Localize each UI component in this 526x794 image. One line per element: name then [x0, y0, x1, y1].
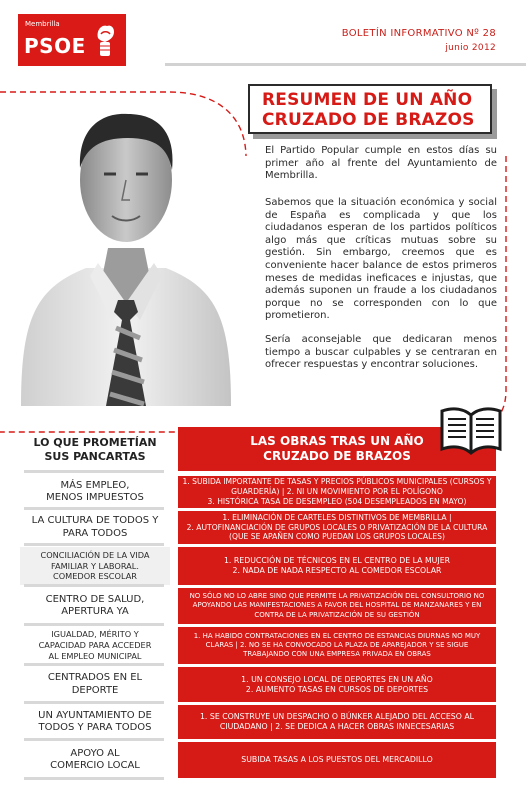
rose-fist-icon [90, 20, 120, 60]
open-book-icon [438, 403, 504, 459]
promise-cell: LA CULTURA DE TODOS Y PARA TODOS [20, 511, 170, 544]
results-header-line1: LAS OBRAS TRAS UN AÑO [250, 434, 424, 448]
promise-cell: CONCILIACIÓN DE LA VIDA FAMILIAR Y LABORAL. COMEDOR ESCOLAR [20, 547, 170, 585]
promises-header-line2: SUS PANCARTAS [44, 450, 146, 463]
article-title-box [248, 84, 492, 134]
results-header-line2: CRUZADO DE BRAZOS [263, 449, 411, 463]
promise-cell-rule [24, 543, 164, 546]
result-cell: 1. REDUCCIÓN DE TÉCNICOS EN EL CENTRO DE LA MUJER 2. NADA DE NADA RESPECTO AL COMEDOR ESCOLAR [178, 547, 496, 585]
article-paragraph-1: El Partido Popular cumple en estos días su primer año al frente del Ayuntamiento de Membrilla. [265, 145, 497, 182]
result-cell: NO SÓLO NO LO ABRE SINO QUE PERMITE LA PRIVATIZACIÓN DEL CONSULTORIO NO APOYANDO LAS MANIFESTACIONES A FAVOR DEL HOSPITAL DE MANZANARES Y EN CONTRA DE LA PRIVATIZACIÓN DE SU GESTIÓN [178, 588, 496, 624]
promise-cell: CENTRADOS EN EL DEPORTE [20, 667, 170, 702]
article-paragraph-3: Sería aconsejable que dedicaran menos tiempo a buscar culpables y se centraran en ofrecer respuestas y encontrar soluciones. [265, 334, 497, 371]
bulletin-info [342, 28, 496, 53]
bulletin-date: junio 2012 [445, 43, 496, 53]
page-header [0, 0, 526, 72]
article-title-line1: RESUMEN DE UN AÑO [262, 90, 473, 110]
promise-cell-rule [24, 507, 164, 510]
result-cell: 1. UN CONSEJO LOCAL DE DEPORTES EN UN AÑO 2. AUMENTO TASAS EN CURSOS DE DEPORTES [178, 667, 496, 702]
result-cell: 1. HA HABIDO CONTRATACIONES EN EL CENTRO DE ESTANCIAS DIURNAS NO MUY CLARAS | 2. NO SE HA CONVOCADO LA PLAZA DE APAREJADOR Y SE SIGUE TRABAJANDO CON UNA EMPRESA PRIVADA EN OBRAS [178, 627, 496, 664]
promises-header-rule [24, 470, 164, 473]
article-title [262, 90, 475, 130]
promise-cell-rule [24, 584, 164, 587]
promise-cell-rule [24, 623, 164, 626]
article-title-line2: CRUZADO DE BRAZOS [262, 110, 475, 130]
header-rule [165, 63, 526, 66]
result-cell: 1. SE CONSTRUYE UN DESPACHO O BÚNKER ALEJADO DEL ACCESO AL CIUDADANO | 2. SE DEDICA A HACER OBRAS INNECESARIAS [178, 705, 496, 739]
result-cell: 1. ELIMINACIÓN DE CARTELES DISTINTIVOS DE MEMBRILLA | 2. AUTOFINANCIACIÓN DE GRUPOS LOCALES O PRIVATIZACIÓN DE LA CULTURA (QUE SE APAÑEN COMO PUEDAN LOS GRUPOS LOCALES) [178, 511, 496, 544]
bulletin-title: BOLETÍN INFORMATIVO Nº 28 [341, 28, 496, 39]
result-cell: 1. SUBIDA IMPORTANTE DE TASAS Y PRECIOS PÚBLICOS MUNICIPALES (CURSOS Y GUARDERÍA) | 2. NI UN MOVIMIENTO POR EL POLÍGONO 3. HISTÓRICA TASA DE DESEMPLEO (504 DESEMPLEADOS EN MAYO) [178, 476, 496, 508]
psoe-logo [18, 14, 126, 66]
promise-cell: APOYO AL COMERCIO LOCAL [20, 742, 170, 778]
promise-cell: CENTRO DE SALUD, APERTURA YA [20, 588, 170, 624]
promise-cell-rule [24, 701, 164, 704]
logo-town: Membrilla [25, 20, 60, 28]
promises-header-line1: LO QUE PROMETÍAN [33, 436, 157, 449]
logo-party: PSOE [24, 34, 86, 58]
result-cell: SUBIDA TASAS A LOS PUESTOS DEL MERCADILLO [178, 742, 496, 778]
promise-cell-rule [24, 777, 164, 780]
article-paragraph-2: Sabemos que la situación económica y social de España es complicada y que los ciudadanos esperan de los partidos políticos algo más que críticas mutuas sobre su gestión. Sin embargo, creemos que es conveniente hacer balance de estos primeros meses de medidas ineficaces e injustas, que además suponen un fraude a los ciudadanos porque no se corresponden con lo que prometieron. [265, 197, 497, 322]
promise-cell-rule [24, 663, 164, 666]
promise-cell: UN AYUNTAMIENTO DE TODOS Y PARA TODOS [20, 705, 170, 739]
promise-cell-rule [24, 738, 164, 741]
promise-cell: IGUALDAD, MÉRITO Y CAPACIDAD PARA ACCEDER AL EMPLEO MUNICIPAL [20, 627, 170, 664]
promises-column-header [20, 431, 170, 473]
portrait-photo [16, 88, 236, 406]
promise-cell: MÁS EMPLEO, MENOS IMPUESTOS [20, 476, 170, 508]
